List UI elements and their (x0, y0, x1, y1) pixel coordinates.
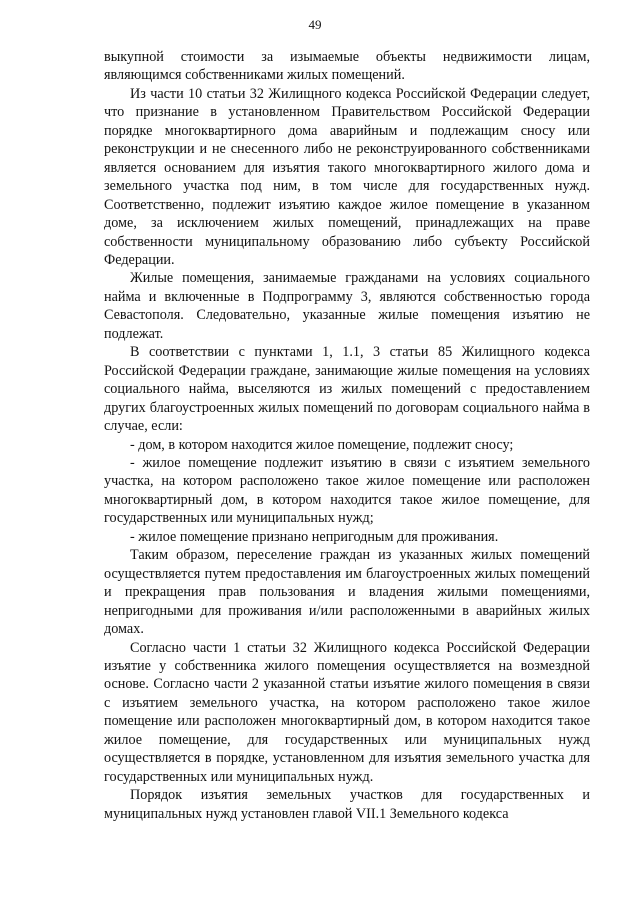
paragraph: Таким образом, переселение граждан из указанных жилых помещений осуществляется путем предоставления им благоустроенных жилых помещений и прекращения прав пользования и владения жилыми помещениями, непригодными для проживания и/или расположенными в аварийных жилых домах. (104, 547, 590, 638)
paragraph: В соответствии с пунктами 1, 1.1, 3 статьи 85 Жилищного кодекса Российской Федерации граждане, занимающие жилые помещения на условиях социального найма, выселяются из жилых помещений с предоставлением других благоустроенных жилых помещений по договорам социального найма в случае, если: (104, 344, 590, 435)
paragraph: Из части 10 статьи 32 Жилищного кодекса Российской Федерации следует, что признание в установленном Правительством Российской Федерации порядке многоквартирного дома аварийным и подлежащим сносу или реконструкции и не снесенного либо не реконструированного собственниками является основанием для изъятия такого многоквартирного жилого дома и земельного участка под ним, в том числе для государственных нужд. Соответственно, подлежит изъятию каждое жилое помещение в указанном доме, за исключением жилых помещений, принадлежащих на праве собственности муниципальному образованию либо субъекту Российской Федерации. (104, 85, 590, 268)
paragraph: Согласно части 1 статьи 32 Жилищного кодекса Российской Федерации изъятие у собственника жилого помещения осуществляется на возмездной основе. Согласно части 2 указанной статьи изъятие жилого помещения в связи с изъятием земельного участка, на котором расположено такое жилое помещение или расположен многоквартирный дом, в котором находится такое жилое помещение, для государственных или муниципальных нужд осуществляется в порядке, установленном для изъятия земельного участка для государственных или муниципальных нужд. (104, 639, 590, 785)
list-item: - дом, в котором находится жилое помещение, подлежит сносу; (130, 436, 514, 453)
list-item: - жилое помещение подлежит изъятию в связи с изъятием земельного участка, на котором расположено такое жилое помещение или расположен многоквартирный дом, в котором находится такое жилое помещение, для государственных или муниципальных нужд; (104, 454, 590, 527)
paragraph: Жилые помещения, занимаемые гражданами на условиях социального найма и включенные в Подпрограмму 3, являются собственностью города Севастополя. Следовательно, указанные жилые помещения изъятию не подлежат. (104, 270, 590, 342)
paragraph: выкупной стоимости за изымаемые объекты недвижимости лицам, являющимся собственниками жилых помещений. (104, 49, 590, 84)
list-item: - жилое помещение признано непригодным для проживания. (130, 528, 499, 545)
page-number: 49 (308, 17, 322, 32)
document-body (104, 48, 590, 823)
paragraph: Порядок изъятия земельных участков для государственных и муниципальных нужд установлен главой VII.1 Земельного кодекса (104, 787, 590, 822)
